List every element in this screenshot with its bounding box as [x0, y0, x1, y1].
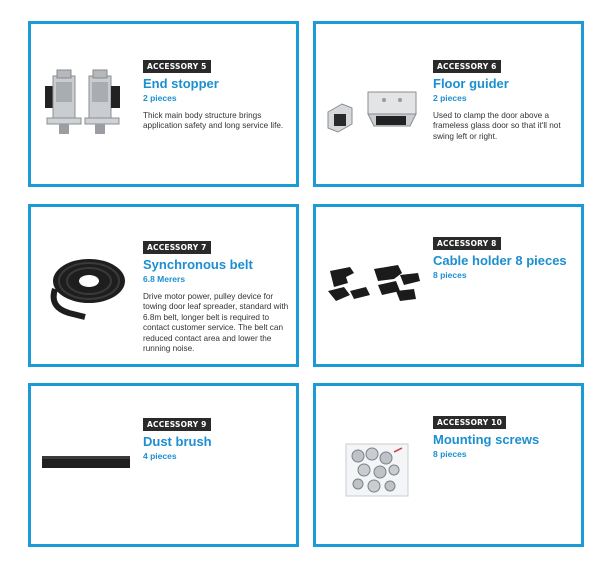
- accessory-quantity: 2 pieces: [143, 92, 177, 103]
- accessory-card-dust-brush: [28, 383, 299, 547]
- accessory-badge: ACCESSORY 7: [143, 241, 211, 254]
- accessory-badge: ACCESSORY 6: [433, 60, 501, 73]
- accessory-badge: ACCESSORY 9: [143, 418, 211, 431]
- accessory-quantity: 8 pieces: [433, 269, 467, 280]
- cable-holder-image: [324, 261, 424, 316]
- accessory-badge: ACCESSORY 8: [433, 237, 501, 250]
- mounting-screws-image: [342, 440, 412, 505]
- accessory-title: Synchronous belt: [143, 257, 253, 272]
- synchronous-belt-image: [39, 255, 134, 330]
- accessory-description: Drive motor power, pulley device for towing door leaf spreader, standard with 6.8m belt, longer belt is required to contact customer service. The belt can reduced contact area and lower the running noise.: [143, 291, 289, 354]
- accessory-title: End stopper: [143, 76, 219, 91]
- accessory-description: Used to clamp the door above a frameless glass door so that it'll not swing left or right.: [433, 110, 561, 141]
- accessory-quantity: 6.8 Merers: [143, 273, 186, 284]
- accessory-card-floor-guider: [313, 21, 584, 187]
- accessory-quantity: 2 pieces: [433, 92, 467, 103]
- accessory-badge: ACCESSORY 5: [143, 60, 211, 73]
- accessory-quantity: 8 pieces: [433, 448, 467, 459]
- floor-guider-image: [324, 86, 424, 141]
- accessory-description: Thick main body structure brings application safety and long service life.: [143, 110, 284, 131]
- accessory-card-cable-holder: [313, 204, 584, 367]
- end-stopper-image: [41, 68, 131, 148]
- dust-brush-image: [42, 454, 132, 477]
- accessory-card-end-stopper: [28, 21, 299, 187]
- accessory-card-synchronous-belt: [28, 204, 299, 367]
- accessory-quantity: 4 pieces: [143, 450, 177, 461]
- accessory-title: Dust brush: [143, 434, 212, 449]
- accessory-card-mounting-screws: [313, 383, 584, 547]
- accessory-title: Floor guider: [433, 76, 509, 91]
- accessory-badge: ACCESSORY 10: [433, 416, 506, 429]
- accessory-title: Mounting screws: [433, 432, 540, 447]
- accessory-title: Cable holder 8 pieces: [433, 253, 567, 268]
